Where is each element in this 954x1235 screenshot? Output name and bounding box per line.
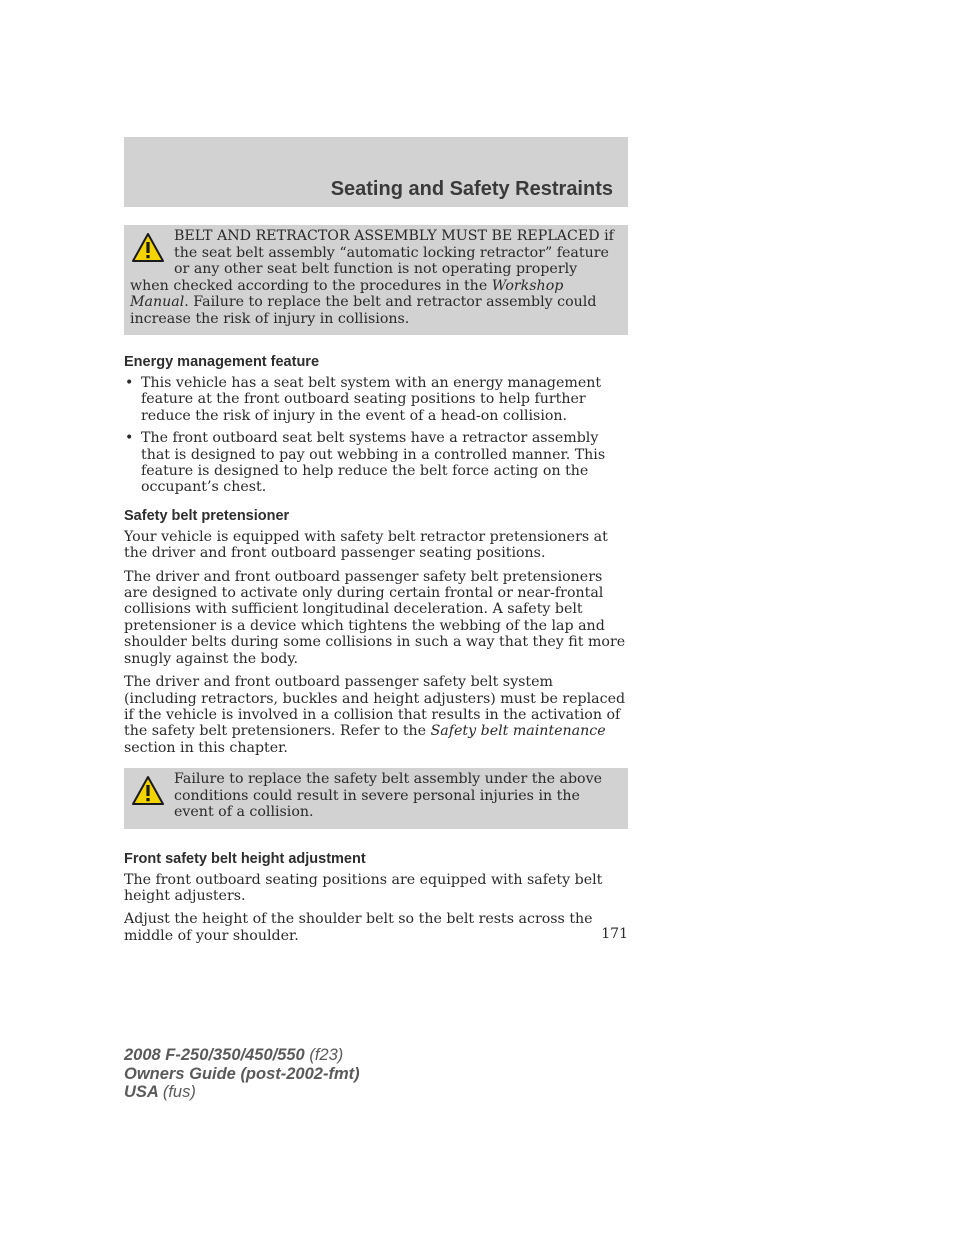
list-item	[124, 375, 628, 424]
document-footer	[124, 1046, 360, 1102]
energy-management-heading: Energy management feature	[124, 354, 320, 370]
section-header-band	[124, 137, 628, 207]
bullet-dot: •	[125, 375, 134, 391]
bullet-dot: •	[125, 430, 134, 447]
footer-model: 2008 F-250/350/450/550	[124, 1046, 305, 1064]
paragraph: The front outboard seating positions are equipped with safety belt height adjusters.	[124, 871, 603, 905]
section-title: Seating and Safety Restraints	[330, 178, 613, 200]
pretensioner-section	[124, 508, 628, 756]
list-item	[124, 430, 628, 496]
footer-model-code: (f23)	[309, 1046, 344, 1064]
height-adjustment-section	[124, 851, 628, 945]
paragraph-text-after: section in this chapter.	[124, 739, 288, 756]
footer-market-line	[124, 1083, 360, 1102]
warning-text	[130, 228, 620, 327]
warning-box-replacement	[124, 768, 628, 829]
warning-box-belt-retractor	[124, 225, 628, 335]
safety-belt-maintenance-reference: Safety belt maintenance	[430, 723, 606, 740]
footer-guide-line: Owners Guide (post-2002-fmt)	[124, 1064, 360, 1083]
page-number: 171	[601, 926, 628, 942]
energy-management-list	[124, 375, 628, 496]
footer-market: USA	[124, 1083, 159, 1101]
energy-management-section	[124, 354, 628, 496]
paragraph: Your vehicle is equipped with safety belt retractor pretensioners at the driver and front outboard passenger seating positions.	[124, 528, 608, 562]
paragraph	[124, 674, 628, 756]
list-item-text: This vehicle has a seat belt system with an energy management feature at the front outboard seating positions to help further reduce the risk of injury in the event of a head-on collision.	[141, 375, 602, 424]
height-adjustment-heading: Front safety belt height adjustment	[124, 850, 366, 867]
list-item-text: The front outboard seat belt systems have a retractor assembly that is designed to pay out webbing in a controlled manner. This feature is designed to help reduce the belt force acting on the occupant’s chest.	[141, 430, 606, 496]
paragraph: Adjust the height of the shoulder belt so the belt rests across the middle of your shoulder.	[124, 911, 593, 944]
paragraph-text-before: The driver and front outboard passenger safety belt system (including retractors, buckles and height adjusters) must be replaced if the vehicle is involved in a collision that results in the activation of the safety belt pretensioners. Refer to the	[124, 674, 626, 740]
footer-model-line	[124, 1046, 360, 1065]
footer-market-code: (fus)	[162, 1083, 196, 1101]
warning-text: Failure to replace the safety belt assembly under the above conditions could result in severe personal injuries in the event of a collision.	[174, 771, 602, 821]
pretensioner-heading: Safety belt pretensioner	[124, 507, 290, 524]
warning-text-after: . Failure to replace the belt and retractor assembly could increase the risk of injury in collisions.	[130, 294, 597, 327]
warning-text-before: BELT AND RETRACTOR ASSEMBLY MUST BE REPLACED if the seat belt assembly “automatic locking retractor” feature or any other seat belt function is not operating properly when checked according to the procedures in the	[130, 228, 614, 294]
page-content	[124, 225, 628, 956]
warning-triangle-icon	[132, 775, 164, 807]
warning-triangle-icon	[132, 232, 164, 264]
workshop-manual-reference: Workshop Manual	[130, 277, 564, 310]
paragraph: The driver and front outboard passenger safety belt pretensioners are designed to activate only during certain frontal or near-frontal collisions with sufficient longitudinal deceleration. A safety belt pretensioner is a device which tightens the webbing of the lap and shoulder belts during some collisions in such a way that they fit more snugly against the body.	[124, 568, 626, 667]
